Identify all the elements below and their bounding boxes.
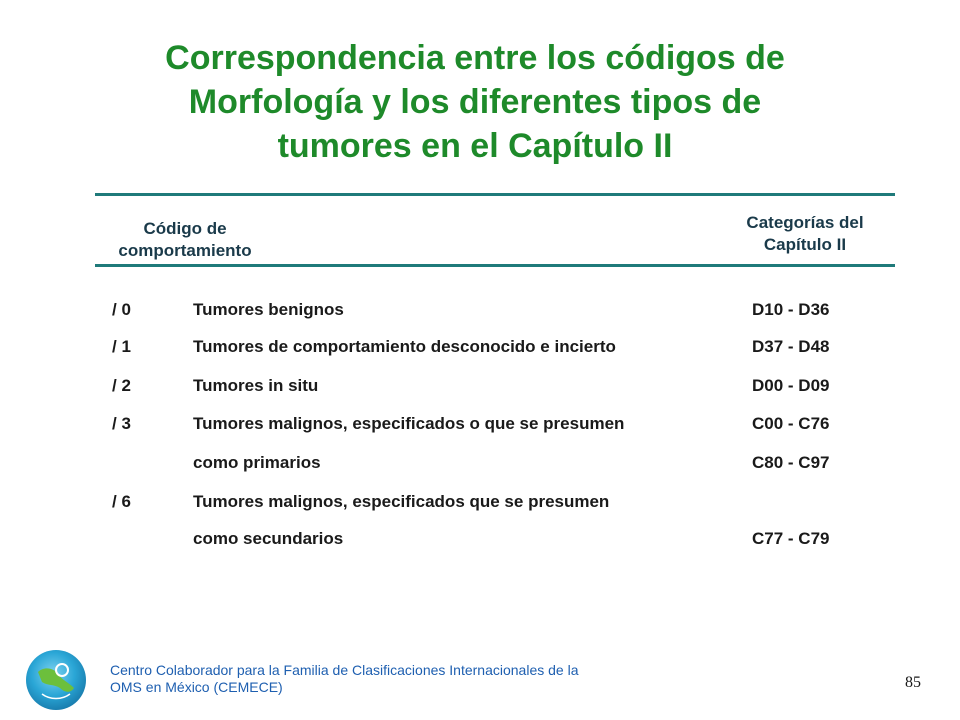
title-line-2: Morfología y los diferentes tipos de	[188, 83, 762, 121]
row-0-category: D10 - D36	[752, 300, 830, 319]
table-top-rule	[95, 193, 895, 196]
header-category-line-2: Capítulo II	[763, 235, 847, 254]
row-2-code: / 2	[112, 376, 131, 395]
row-6-category: C77 - C79	[752, 529, 830, 548]
row-6-desc: como secundarios	[193, 529, 344, 548]
row-5-desc: Tumores malignos, especificados que se presumen	[193, 492, 610, 511]
row-4-category: C80 - C97	[752, 453, 830, 472]
page-number: 85	[905, 674, 921, 691]
slide-title	[100, 36, 850, 168]
row-2-category: D00 - D09	[752, 376, 830, 395]
row-5-code: / 6	[112, 492, 131, 511]
header-code-line-2: comportamiento	[118, 241, 252, 260]
footer-line-2: OMS en México (CEMECE)	[110, 679, 283, 695]
title-line-1: Correspondencia entre los códigos de	[165, 39, 785, 77]
table-header-rule	[95, 264, 895, 267]
header-category-line-1: Categorías del	[746, 213, 864, 232]
row-3-desc: Tumores malignos, especificados o que se presumen	[193, 414, 625, 433]
row-0-desc: Tumores benignos	[193, 300, 344, 319]
title-line-3: tumores en el Capítulo II	[277, 127, 673, 165]
row-3-category: C00 - C76	[752, 414, 830, 433]
row-1-category: D37 - D48	[752, 337, 830, 356]
row-4-desc: como primarios	[193, 453, 321, 472]
footer-organization	[110, 662, 670, 696]
row-2-desc: Tumores in situ	[193, 376, 319, 395]
header-category	[715, 212, 895, 256]
footer-line-1: Centro Colaborador para la Familia de Clasificaciones Internacionales de la	[110, 662, 579, 678]
header-code	[95, 218, 275, 262]
cemece-globe-logo-icon	[24, 648, 88, 712]
row-1-code: / 1	[112, 337, 131, 356]
row-1-desc: Tumores de comportamiento desconocido e incierto	[193, 337, 616, 356]
row-0-code: / 0	[112, 300, 131, 319]
row-3-code: / 3	[112, 414, 131, 433]
header-code-line-1: Código de	[143, 219, 227, 238]
